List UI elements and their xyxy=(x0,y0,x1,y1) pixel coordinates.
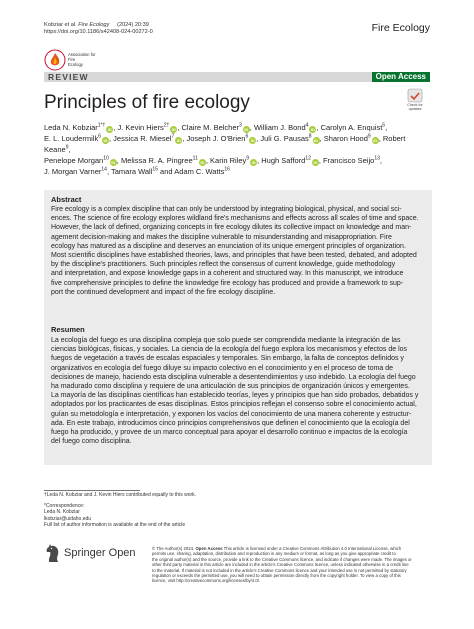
check-updates-line: updates xyxy=(408,107,422,112)
copyright-notice: © The Author(s) 2024. xyxy=(152,546,195,551)
author-affiliation: 11 xyxy=(192,155,198,162)
author-affiliation: 9 xyxy=(246,155,250,162)
author-affiliation: 16 xyxy=(224,166,230,173)
resumen-line: guían su metodología e interpretación, y exponen los vacíos del conocimiento de una manera coherente y estructur- xyxy=(51,410,412,418)
resumen-heading: Resumen xyxy=(51,325,85,334)
orcid-icon[interactable]: iD xyxy=(244,127,249,132)
abstract-line: five comprehensive principles to define the knowledge fire ecology has produced and provide a framework to sup- xyxy=(51,279,404,287)
author-name[interactable]: , Joseph J. O'Brien xyxy=(182,134,246,143)
author-name[interactable]: , Robert Keane xyxy=(44,134,406,154)
orcid-icon[interactable]: iD xyxy=(171,127,176,132)
author-name[interactable]: , Francisco Seijo xyxy=(318,156,375,165)
article-type-label: REVIEW xyxy=(48,72,89,82)
author-name[interactable]: , Carolyn A. Enquist xyxy=(316,123,383,132)
orcid-icon[interactable]: iD xyxy=(200,160,205,165)
license-line-text: This article is licensed under a Creative Commons Attribution 4.0 International License, which xyxy=(222,546,402,551)
author-information-note: Full list of author information is available at the end of the article xyxy=(44,522,186,529)
resumen-line: ciencias biológicas, físicas, y sociales. La ciencia de la ecología del fuego explora los mecanismos y efectos de los xyxy=(51,346,408,354)
author-name[interactable]: Penelope Morgan xyxy=(44,156,104,165)
check-updates-line: Check for xyxy=(407,103,423,107)
resumen-line: adoptados por los practicantes de esas disciplinas. Estos principios reflejan el consenso sobre el conocimiento actual, xyxy=(51,401,417,409)
abstract-line: port the continued development and impact of the fire ecology discipline. xyxy=(51,288,276,296)
author-line xyxy=(44,133,432,155)
author-affiliation: 6 xyxy=(245,133,249,140)
correspondence-label: *Correspondence: xyxy=(44,503,85,509)
abstract-heading: Abstract xyxy=(51,195,82,204)
author-affiliation: 14 xyxy=(101,166,107,173)
abstract-text xyxy=(51,205,425,297)
author-separator: , xyxy=(379,156,382,165)
author-affiliation: 2† xyxy=(163,122,170,129)
orcid-icon[interactable]: iD xyxy=(107,127,112,132)
citation-header xyxy=(44,22,153,37)
abstract-box xyxy=(44,190,432,465)
check-for-updates-button[interactable] xyxy=(402,88,428,114)
resumen-line: organizativos en ecología del fuego diluye su impacto colectivo en el conocimiento y en el proceso de toma de xyxy=(51,364,394,372)
logo-text xyxy=(68,52,108,67)
resumen-line: ada. En este trabajo, introducimos cinco principios comprehensivos que definen el conocimiento que la ecología del xyxy=(51,419,410,427)
author-separator: , xyxy=(68,145,71,154)
abstract-line: However, the lack of defined, organizing concepts in fire ecology dilutes its collective impact on knowledge and man- xyxy=(51,224,412,232)
resumen-line: La mayoría de las disciplinas científicas han establecido teorías, leyes y principios que han sido probados, debatidos y xyxy=(51,392,419,400)
correspondence-block xyxy=(44,503,185,529)
abstract-line: Fire ecology is a complex discipline that can only be understood by integrating biological, physical, and social sci- xyxy=(51,206,402,213)
license-text xyxy=(152,546,430,584)
license-link-line[interactable]: licence, visit http://creativecommons.org/licenses/by/4.0/. xyxy=(152,578,261,584)
logo-text-line: Association for xyxy=(68,52,96,57)
open-access-badge: Open Access xyxy=(372,72,430,82)
footnote-divider xyxy=(44,490,140,491)
equal-contribution-note: †Leda N. Kobziar and J. Kevin Hiers contributed equally to this work. xyxy=(44,492,197,498)
author-line xyxy=(44,122,432,133)
article-title: Principles of fire ecology xyxy=(44,92,250,113)
author-name[interactable]: , Karin Riley xyxy=(205,156,247,165)
abstract-line: agement decision-making and makes the discipline vulnerable to misunderstanding and misappropriation. Fire xyxy=(51,233,392,241)
orcid-icon[interactable]: iD xyxy=(313,160,318,165)
author-affiliation: 10 xyxy=(103,155,109,162)
author-name[interactable]: , William J. Bond xyxy=(249,123,306,132)
resumen-line: fuego ha producido, y provee de un marco conceptual para apoyar el desarrollo continuo e impactos de la ecología xyxy=(51,429,408,437)
abstract-line: by the discipline's practitioners. Such principles reflect the consensus of current knowledge, guide methodology xyxy=(51,261,396,269)
author-affiliation: 9 xyxy=(367,133,371,140)
abstract-line: ecology has matured as a discipline and deserves an enunciation of its unique emergent principles of organization. xyxy=(51,242,406,250)
orcid-icon[interactable]: iD xyxy=(314,138,319,143)
orcid-icon[interactable]: iD xyxy=(373,138,378,143)
author-name[interactable]: , Juli G. Pausas xyxy=(256,134,309,143)
author-name[interactable]: and Adam C. Watts xyxy=(157,167,225,176)
association-logo xyxy=(44,49,104,71)
resumen-line: fuegos de vegetación a través de escalas espaciales y temporales. Sin embargo, la falta de conceptos definidos y xyxy=(51,355,404,363)
doi-link[interactable]: https://doi.org/10.1186/s42408-024-00272-0 xyxy=(44,29,153,36)
license-line: other third party material in this article are included in the article's Creative Commons licence, unless indicated otherwise in a credit line xyxy=(152,562,409,568)
resumen-line: La ecología del fuego es una disciplina compleja que solo puede ser comprendida mediante la integración de las xyxy=(51,337,401,344)
orcid-icon[interactable]: iD xyxy=(250,138,255,143)
orcid-icon[interactable]: iD xyxy=(111,160,116,165)
logo-text-line: Ecology xyxy=(68,62,83,67)
license-line: the original author(s) and the source, provide a link to the Creative Commons licence, and indicate if changes were made. The images or xyxy=(152,556,412,562)
correspondence-name: Leda N. Kobziar xyxy=(44,509,80,516)
author-affiliation: 4 xyxy=(305,122,309,129)
author-affiliation: 7 xyxy=(171,133,175,140)
abstract-line: Most scientific disciplines have established theories, laws, and principles that have been tested, debated, and adopted xyxy=(51,252,417,260)
orcid-icon[interactable]: iD xyxy=(251,160,256,165)
resumen-line: decisiones de manejo, haciendo esta disciplina vulnerable a desentendimientos y uso indebido. La ecología del fuego xyxy=(51,373,416,381)
author-affiliation: 5 xyxy=(382,122,386,129)
author-affiliation: 3 xyxy=(239,122,242,129)
citation-journal: Fire Ecology xyxy=(78,22,110,28)
orcid-icon[interactable]: iD xyxy=(176,138,181,143)
logo-text-line: Fire xyxy=(68,57,76,62)
license-line: to the material. If material is not included in the article's Creative Commons licence and your intended use is not permitted by statutory xyxy=(152,567,407,573)
chess-knight-icon xyxy=(44,543,62,563)
author-affiliation: 12 xyxy=(305,155,311,162)
springer-open-logo[interactable] xyxy=(44,543,144,563)
license-line: regulation or exceeds the permitted use, you will need to obtain permission directly from the copyright holder. To view a copy of this xyxy=(152,573,401,579)
citation-authors: Kobziar et al. xyxy=(44,22,77,28)
author-affiliation: 6 xyxy=(98,133,101,140)
flame-logo-icon xyxy=(44,49,66,71)
author-affiliation: 13 xyxy=(374,155,380,162)
author-affiliation: 15 xyxy=(152,166,158,173)
author-name[interactable]: J. Morgan Varner xyxy=(44,167,102,176)
open-access-label: Open Access xyxy=(195,546,223,551)
author-name[interactable]: , Melissa R. A. Pingree xyxy=(116,156,193,165)
author-affiliation: 8 xyxy=(308,133,312,140)
resumen-text xyxy=(51,336,425,446)
article-type-band xyxy=(44,72,430,82)
resumen-line: del fuego como disciplina. xyxy=(51,438,132,446)
abstract-line: ences. The science of fire ecology explores wildland fire's mechanisms and effects across all scales of time and space. xyxy=(51,215,419,223)
author-name[interactable]: , Sharon Hood xyxy=(319,134,368,143)
author-name[interactable]: , J. Kevin Hiers xyxy=(113,123,164,132)
author-separator: , xyxy=(385,123,388,132)
author-name[interactable]: E. L. Loudermilk xyxy=(44,134,99,143)
resumen-line: ha madurado como disciplina y requiere de una articulación de sus principios de organización únicos y emergentes. xyxy=(51,383,410,391)
author-affiliation: 1*† xyxy=(97,122,106,129)
abstract-line: and interpretation, and expose knowledge gaps in a coherent and structured way. In this manuscript, we introduce xyxy=(51,270,404,278)
check-updates-label xyxy=(402,103,428,111)
author-name[interactable]: , Claire M. Belcher xyxy=(177,123,239,132)
orcid-icon[interactable]: iD xyxy=(310,127,315,132)
author-name[interactable]: , Hugh Safford xyxy=(257,156,306,165)
correspondence-email-link[interactable]: lkobziar@uidaho.edu xyxy=(44,515,92,522)
author-name[interactable]: , Tamara Wall xyxy=(106,167,153,176)
author-line xyxy=(44,155,432,166)
citation-year-page: (2024) 20:39 xyxy=(117,22,149,28)
author-name[interactable]: Leda N. Kobziar xyxy=(44,123,98,132)
author-list xyxy=(44,122,432,177)
check-updates-icon xyxy=(402,88,428,103)
orcid-icon[interactable]: iD xyxy=(103,138,108,143)
publisher-name: Springer Open xyxy=(64,547,136,559)
license-line: permits use, sharing, adaptation, distribution and reproduction in any medium or format, as long as you give appropriate credit to xyxy=(152,551,396,557)
author-name[interactable]: , Jessica R. Miesel xyxy=(108,134,172,143)
journal-name: Fire Ecology xyxy=(371,22,430,34)
citation-line xyxy=(44,22,153,29)
author-line xyxy=(44,166,432,177)
author-affiliation: 9 xyxy=(65,144,69,151)
